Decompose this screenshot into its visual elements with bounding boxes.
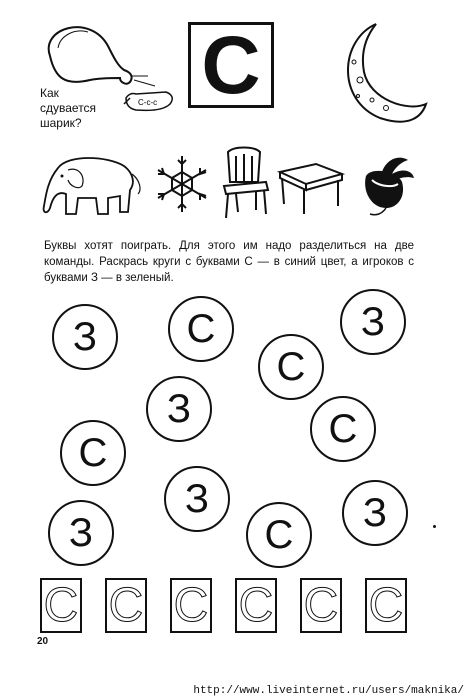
- beet-icon: [352, 152, 418, 218]
- trace-box[interactable]: [105, 578, 147, 633]
- table-icon: [276, 158, 346, 218]
- watermark-url: http://www.liveinternet.ru/users/maknika/: [193, 685, 464, 697]
- balloon-sound: С-с-с: [138, 98, 158, 107]
- letter-circle[interactable]: С: [310, 396, 376, 462]
- letter-circle[interactable]: С: [246, 502, 312, 568]
- elephant-icon: [38, 150, 146, 222]
- letter-circle[interactable]: З: [52, 304, 118, 370]
- trace-box[interactable]: [40, 578, 82, 633]
- trace-box[interactable]: [365, 578, 407, 633]
- letter-circle[interactable]: С: [60, 420, 126, 486]
- trace-letter: С: [173, 579, 209, 632]
- letter-circle[interactable]: С: [258, 334, 324, 400]
- instructions: [44, 238, 414, 286]
- question-text: [40, 86, 120, 131]
- big-letter-box: [188, 20, 274, 111]
- trace-letter: С: [238, 579, 274, 632]
- page-number: 20: [37, 636, 49, 647]
- trace-box[interactable]: [170, 578, 212, 633]
- big-letter: С: [201, 20, 261, 111]
- moon-icon: [330, 20, 430, 130]
- letter-circle[interactable]: З: [342, 480, 408, 546]
- letter-circle[interactable]: З: [146, 376, 212, 442]
- trace-letter: С: [368, 579, 404, 632]
- letter-circle[interactable]: З: [164, 466, 230, 532]
- trace-letter: С: [43, 579, 79, 632]
- letter-circle[interactable]: З: [48, 500, 114, 566]
- letter-circle[interactable]: З: [340, 289, 406, 355]
- decorative-dot: [433, 525, 436, 528]
- question-line-1: Как: [40, 86, 59, 100]
- question-line-2: сдувается: [40, 101, 97, 115]
- snowflake-icon: [150, 152, 214, 216]
- letter-circle[interactable]: С: [168, 296, 234, 362]
- chair-icon: [220, 146, 272, 220]
- question-line-3: шарик?: [40, 116, 82, 130]
- trace-letter: С: [108, 579, 144, 632]
- trace-box[interactable]: [235, 578, 277, 633]
- trace-letter: С: [303, 579, 339, 632]
- trace-box[interactable]: [300, 578, 342, 633]
- instructions-text: Буквы хотят поиграть. Для этого им надо разделиться на две команды. Раскрась круги с буквами С — в синий цвет, а игроков с буквами З — в зеленый.: [44, 240, 414, 284]
